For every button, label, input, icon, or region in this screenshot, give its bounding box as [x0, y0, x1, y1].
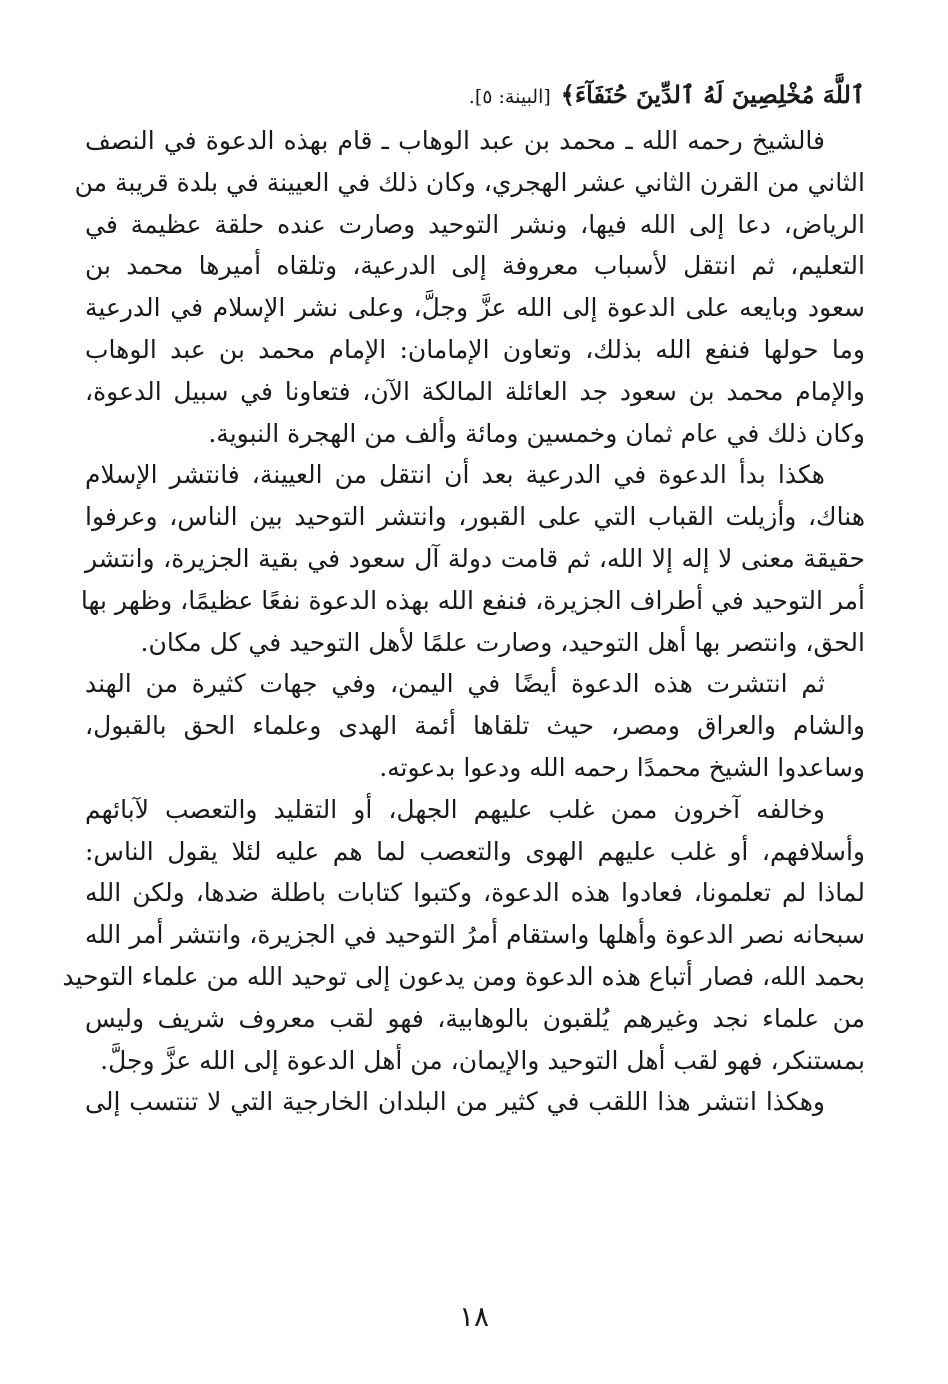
text-block — [62, 70, 865, 1123]
text-line: وأسلافهم، أو غلب عليهم الهوى والتعصب لما هم عليه لئلا يقول الناس: — [85, 836, 865, 866]
text-line: بمستنكر، فهو لقب أهل التوحيد والإيمان، من أهل الدعوة إلى الله عزَّ وجلَّ. — [100, 1045, 865, 1075]
page-number: ١٨ — [458, 1300, 490, 1333]
text-line: الثاني من القرن الثاني عشر الهجري، وكان ذلك في العيينة في بلدة قريبة من — [74, 167, 865, 197]
paragraph — [85, 663, 865, 788]
paragraph — [62, 789, 865, 1082]
quran-verse: ٱللَّهَ مُخْلِصِينَ لَهُ ٱلدِّينَ حُنَفَآءَ﴾ — [560, 80, 865, 109]
text-line: سعود وبايعه على الدعوة إلى الله عزَّ وجلَّ، وعلى نشر الإسلام في الدرعية — [85, 293, 865, 323]
body-text — [62, 120, 865, 1123]
text-line: ثم انتشرت هذه الدعوة أيضًا في اليمن، وفي جهات كثيرة من الهند — [85, 669, 825, 699]
text-line: وهكذا انتشر هذا اللقب في كثير من البلدان الخارجية التي لا تنتسب إلى — [85, 1087, 825, 1117]
text-line: من علماء نجد وغيرهم يُلقبون بالوهابية، فهو لقب معروف شريف وليس — [85, 1003, 865, 1033]
text-line: الرياض، دعا إلى الله فيها، ونشر التوحيد وصارت عنده حلقة عظيمة في — [85, 209, 865, 239]
text-line: هناك، وأزيلت القباب التي على القبور، وانتشر التوحيد بين الناس، وعرفوا — [85, 502, 865, 532]
text-line: فالشيخ رحمه الله ـ محمد بن عبد الوهاب ـ قام بهذه الدعوة في النصف — [85, 126, 825, 155]
paragraph — [74, 120, 865, 454]
text-line: وساعدوا الشيخ محمدًا رحمه الله ودعوا بدعوته. — [379, 752, 865, 782]
text-line: وما حولها فنفع الله بذلك، وتعاون الإمامان: الإمام محمد بن عبد الوهاب — [85, 334, 865, 364]
text-line: وخالفه آخرون ممن غلب عليهم الجهل، أو التقليد والتعصب لآبائهم — [85, 794, 825, 824]
text-line: بحمد الله، فصار أتباع هذه الدعوة ومن يدعون إلى توحيد الله من علماء التوحيد — [62, 961, 865, 991]
text-line: الحق، وانتصر بها أهل التوحيد، وصارت علمًا لأهل التوحيد في كل مكان. — [140, 627, 865, 657]
paragraph — [80, 454, 865, 663]
text-line: والشام والعراق ومصر، حيث تلقاها أئمة الهدى وعلماء الحق بالقبول، — [85, 711, 865, 741]
text-line: وكان ذلك في عام ثمان وخمسين ومائة وألف من الهجرة النبوية. — [208, 418, 865, 448]
text-line: التعليم، ثم انتقل لأسباب معروفة إلى الدرعية، وتلقاه أميرها محمد بن — [85, 251, 865, 281]
text-line: والإمام محمد بن سعود جد العائلة المالكة الآن، فتعاونا في سبيل الدعوة، — [85, 376, 865, 406]
quran-quote — [85, 70, 865, 120]
text-line: أمر التوحيد في أطراف الجزيرة، فنفع الله بهذه الدعوة نفعًا عظيمًا، وظهر بها — [80, 585, 865, 615]
paragraph — [85, 1081, 865, 1123]
text-line: لماذا لم تعلمونا، فعادوا هذه الدعوة، وكتبوا كتابات باطلة ضدها، ولكن الله — [85, 878, 865, 908]
text-line: هكذا بدأ الدعوة في الدرعية بعد أن انتقل من العيينة، فانتشر الإسلام — [85, 460, 825, 490]
verse-reference: [البينة: ٥]. — [468, 86, 551, 108]
text-line: سبحانه نصر الدعوة وأهلها واستقام أمرُ التوحيد في الجزيرة، وانتشر أمر الله — [85, 920, 865, 950]
text-line: حقيقة معنى لا إله إلا الله، ثم قامت دولة آل سعود في بقية الجزيرة، وانتشر — [85, 543, 865, 573]
